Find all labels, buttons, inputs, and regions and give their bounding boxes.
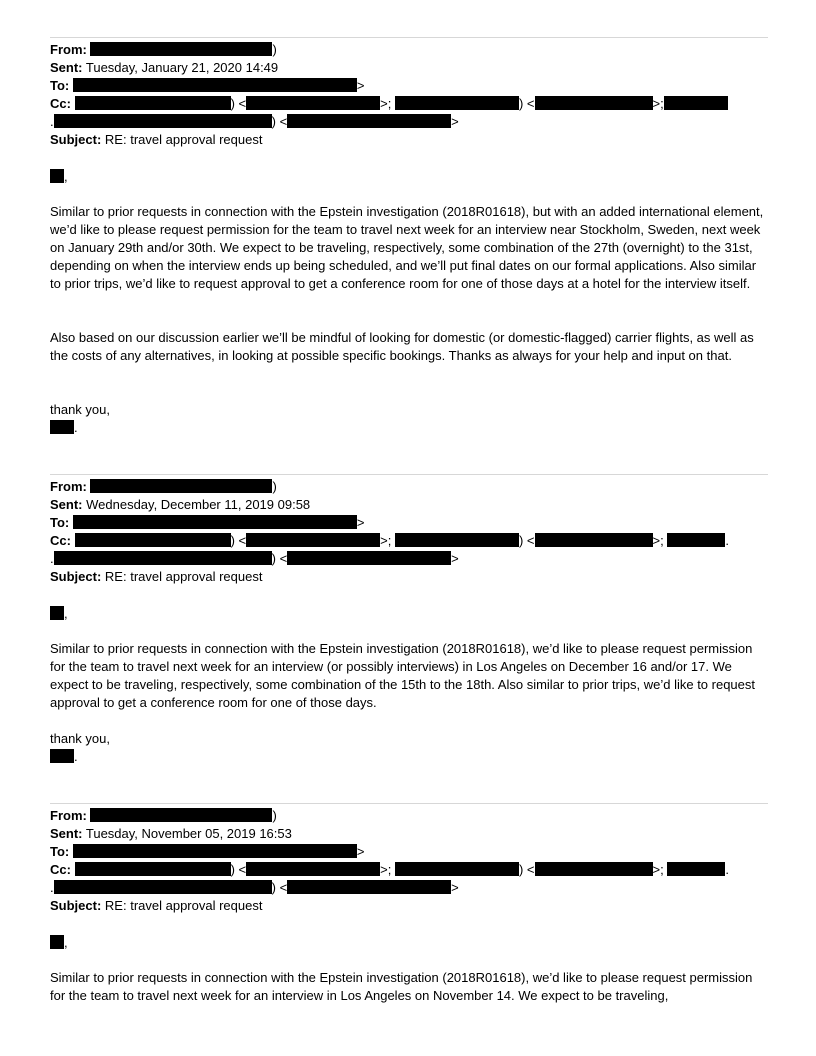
cc-line-2: . ) < > xyxy=(50,551,459,566)
body-paragraph: Similar to prior requests in connection with the Epstein investigation (2018R01618), we’d like to please request permission for the team to travel next week for an interview (or possibly interviews) in Los Angeles on December 16 and/or 17. We expect to be traveling, respectively, some combination of the 15th to the 18th. Also similar to prior trips, we’d like to request approval to get a conference room for one of those days. xyxy=(50,641,756,710)
to-line: To: > xyxy=(50,844,365,859)
from-label: From: xyxy=(50,479,87,494)
body-paragraph: Similar to prior requests in connection with the Epstein investigation (2018R01618), we’d like to please request permission for the team to travel next week for an interview in Los Angeles on November 14. We expect to be traveling, xyxy=(50,970,753,1003)
sent-value: Wednesday, December 11, 2019 09:58 xyxy=(86,497,311,512)
redaction xyxy=(54,114,272,128)
subject-label: Subject: xyxy=(50,898,102,913)
subject-label: Subject: xyxy=(50,132,102,147)
sent-value: Tuesday, November 05, 2019 16:53 xyxy=(85,826,292,841)
redaction xyxy=(73,515,357,529)
from-label: From: xyxy=(50,808,87,823)
cc-label: Cc: xyxy=(50,533,71,548)
redaction xyxy=(667,862,725,876)
sent-line xyxy=(50,59,278,77)
divider xyxy=(50,474,768,475)
redaction xyxy=(90,479,272,493)
redaction xyxy=(50,935,64,949)
sent-value: Tuesday, January 21, 2020 14:49 xyxy=(85,60,279,75)
sent-line xyxy=(50,825,292,843)
sent-label: Sent: xyxy=(50,60,83,75)
body-paragraph: Also based on our discussion earlier we’ll be mindful of looking for domestic (or domestic-flagged) carrier flights, as well as the costs of any alternatives, in looking at possible specific bookings. Thanks as always for your help and input on that. xyxy=(50,330,754,363)
divider xyxy=(50,803,768,804)
from-line: From: ) xyxy=(50,42,277,57)
signature: . xyxy=(50,748,78,766)
subject-label: Subject: xyxy=(50,569,102,584)
redaction xyxy=(287,880,451,894)
sent-line xyxy=(50,496,310,514)
redaction xyxy=(73,844,357,858)
redaction xyxy=(246,96,380,110)
redaction xyxy=(395,862,519,876)
divider xyxy=(50,37,768,38)
redaction xyxy=(535,533,653,547)
cc-label: Cc: xyxy=(50,862,71,877)
redaction xyxy=(287,114,451,128)
subject-value: RE: travel approval request xyxy=(104,569,263,584)
signature: . xyxy=(50,419,78,437)
redaction xyxy=(54,880,272,894)
cc-line: Cc: ) < >; ) < >; xyxy=(50,95,728,113)
redaction xyxy=(54,551,272,565)
redaction xyxy=(287,551,451,565)
to-line: To: > xyxy=(50,78,365,93)
subject-value: RE: travel approval request xyxy=(104,898,263,913)
redaction xyxy=(535,862,653,876)
redaction xyxy=(73,78,357,92)
from-line: From: ) xyxy=(50,479,277,494)
redaction xyxy=(75,862,231,876)
to-line: To: > xyxy=(50,515,365,530)
sent-label: Sent: xyxy=(50,826,83,841)
redaction xyxy=(664,96,728,110)
closing: thank you, xyxy=(50,402,110,417)
redaction xyxy=(75,533,231,547)
cc-label: Cc: xyxy=(50,96,71,111)
salutation: , xyxy=(50,605,68,623)
subject-value: RE: travel approval request xyxy=(104,132,263,147)
redaction xyxy=(50,420,74,434)
redaction xyxy=(50,169,64,183)
cc-line-2: . ) < > xyxy=(50,880,459,895)
salutation: , xyxy=(50,168,68,186)
salutation: , xyxy=(50,934,68,952)
from-line: From: ) xyxy=(50,808,277,823)
redaction xyxy=(667,533,725,547)
to-label: To: xyxy=(50,78,70,93)
redaction xyxy=(535,96,653,110)
closing: thank you, xyxy=(50,731,110,746)
redaction xyxy=(75,96,231,110)
redaction xyxy=(50,606,64,620)
redaction xyxy=(50,749,74,763)
cc-line-2: . ) < > xyxy=(50,114,459,129)
redaction xyxy=(395,533,519,547)
redaction xyxy=(90,808,272,822)
redaction xyxy=(246,862,380,876)
cc-line: Cc: ) < >; ) < >; . xyxy=(50,862,729,877)
redaction xyxy=(246,533,380,547)
subject-line xyxy=(50,131,262,149)
cc-line: Cc: ) < >; ) < >; . xyxy=(50,533,729,548)
redaction xyxy=(395,96,519,110)
body-paragraph: Similar to prior requests in connection with the Epstein investigation (2018R01618), but with an added international element, we’d like to please request permission for the team to travel next week for an interview near Stockholm, Sweden, next week on January 29th and/or 30th. We expect to be traveling, respectively, some combination of the 27th (overnight) to the 31st, depending on when the interview ends up being scheduled, and we’ll put final dates on our formal applications. Also similar to prior trips, we’d like to request approval to get a conference room for one of those days at a hotel for the interview itself. xyxy=(50,204,764,291)
subject-line xyxy=(50,897,262,915)
to-label: To: xyxy=(50,844,70,859)
redaction xyxy=(90,42,272,56)
subject-line xyxy=(50,568,262,586)
from-label: From: xyxy=(50,42,87,57)
sent-label: Sent: xyxy=(50,497,83,512)
to-label: To: xyxy=(50,515,70,530)
